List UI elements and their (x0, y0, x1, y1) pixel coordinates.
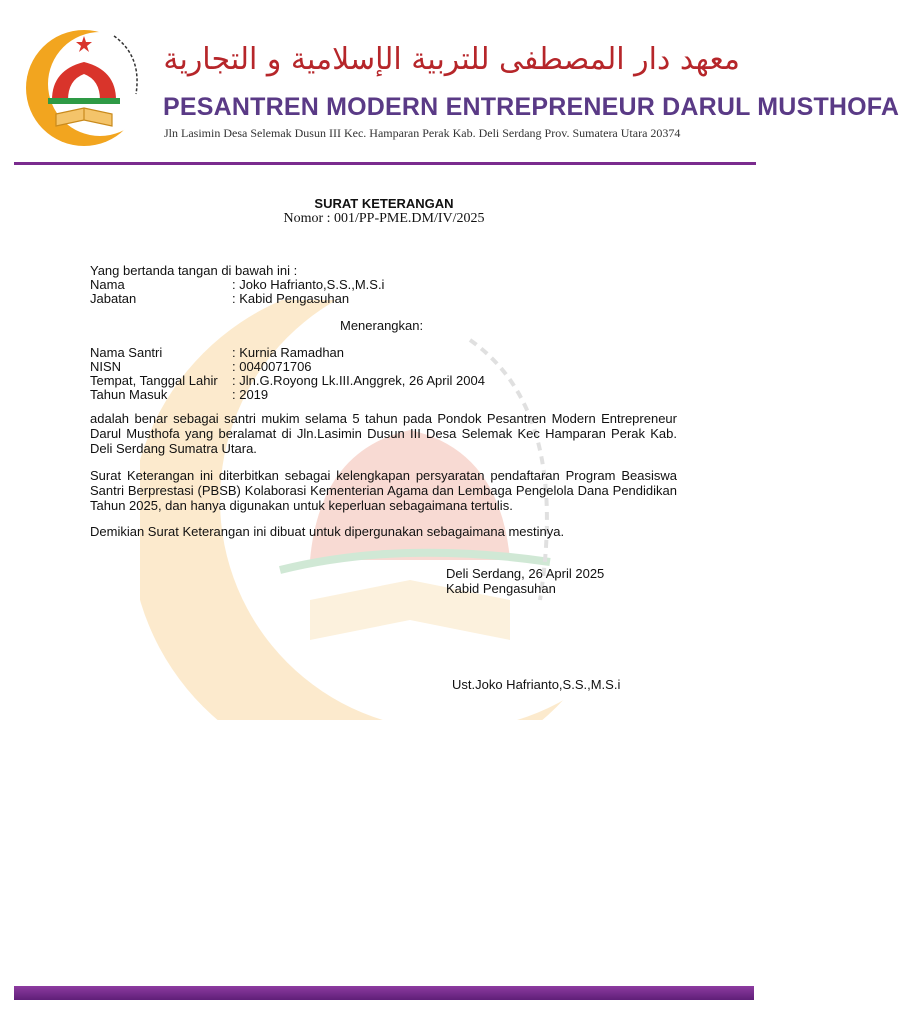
intro-text: Yang bertanda tangan di bawah ini : (90, 263, 298, 278)
body-paragraph-2: Surat Keterangan ini diterbitkan sebagai kelengkapan persyaratan pendaftaran Program Beasiswa Santri Berprestasi (PBSB) Kolaborasi Kementerian Agama dan Lembaga Pengelola Dana Pendidikan Tahun 2025, dan hanya digunakan untuk keperluan sebagaimana tertulis. (90, 468, 677, 513)
signatory-name-value: : Joko Hafrianto,S.S.,M.S.i (232, 277, 385, 292)
body-paragraph-1: adalah benar sebagai santri mukim selama 5 tahun pada Pondok Pesantren Modern Entrepreneur Darul Musthofa yang beralamat di Jln.Lasimin Dusun III Desa Selemak Kec Hamparan Perak Kab. Deli Serdang Sumatra Utara. (90, 411, 677, 456)
student-nisn-value: : 0040071706 (232, 359, 312, 374)
place-date: Deli Serdang, 26 April 2025 (446, 566, 605, 581)
student-birth-label: Tempat, Tanggal Lahir (90, 373, 218, 388)
body-paragraph-3: Demikian Surat Keterangan ini dibuat untuk dipergunakan sebagaimana mestinya. (90, 524, 565, 539)
closing-block (446, 566, 604, 596)
school-logo-icon (22, 22, 152, 152)
school-name: PESANTREN MODERN ENTREPRENEUR DARUL MUSTHOFA (163, 93, 899, 121)
student-name-label: Nama Santri (90, 345, 163, 360)
signatory-position-label: Jabatan (90, 291, 137, 306)
signer-position: Kabid Pengasuhan (446, 581, 556, 596)
footer-bar (14, 986, 754, 1000)
student-year-label: Tahun Masuk (90, 387, 168, 402)
header-divider (14, 162, 756, 165)
student-name-value: : Kurnia Ramadhan (232, 345, 345, 360)
student-year-value: : 2019 (232, 387, 269, 402)
letterhead (0, 0, 899, 168)
signer-name: Ust.Joko Hafrianto,S.S.,M.S.i (452, 677, 621, 692)
letter-title: SURAT KETERANGAN (314, 196, 454, 211)
signatory-name-label: Nama (90, 277, 125, 292)
letter-number: Nomor : 001/PP-PME.DM/IV/2025 (283, 211, 485, 226)
arabic-school-name: معهد دار المصطفى للتربية الإسلامية و التجارية (163, 42, 740, 77)
signatory-position-value: : Kabid Pengasuhan (232, 291, 350, 306)
school-address: Jln Lasimin Desa Selemak Dusun III Kec. Hamparan Perak Kab. Deli Serdang Prov. Sumatera Utara 20374 (164, 126, 681, 140)
student-birth-value: : Jln.G.Royong Lk.III.Anggrek, 26 April 2004 (232, 373, 485, 388)
student-nisn-label: NISN (90, 359, 122, 374)
declares-heading: Menerangkan: (340, 318, 424, 333)
